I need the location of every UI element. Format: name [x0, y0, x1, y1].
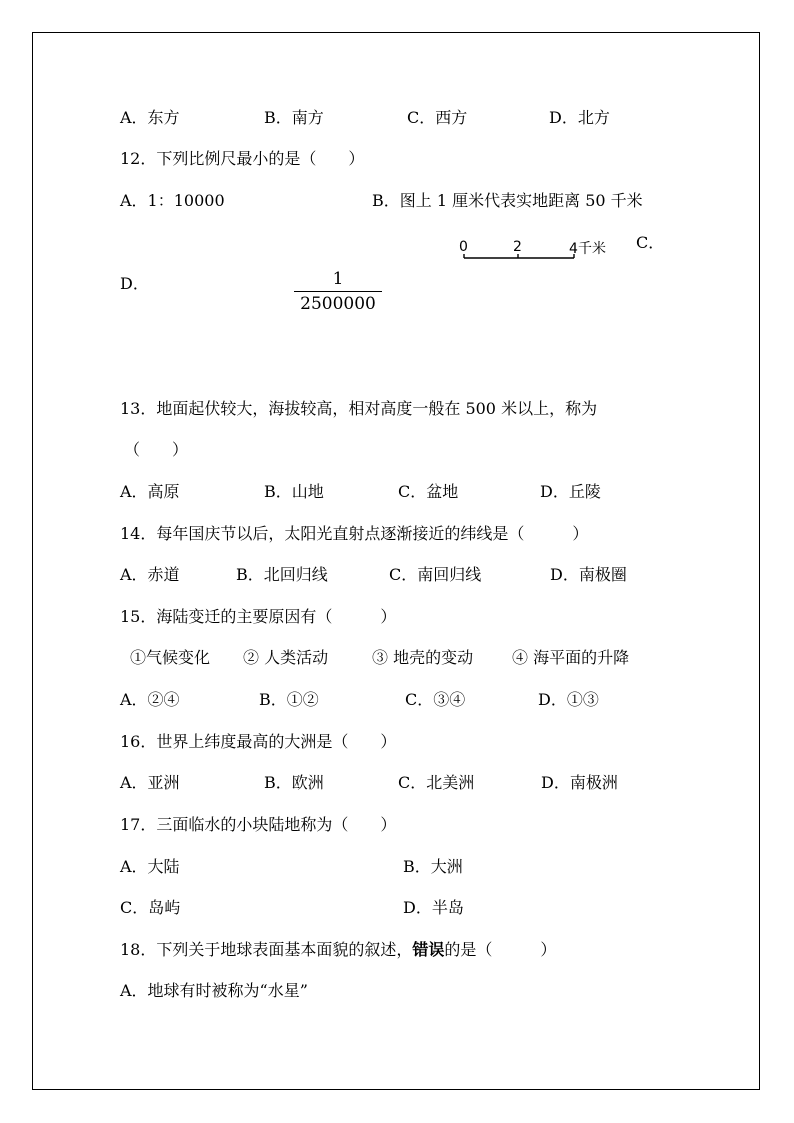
scale-tick-label-0: 0	[459, 239, 468, 255]
q16-option-c[interactable]: C．北美洲	[398, 773, 475, 792]
q11-option-b[interactable]: B．南方	[264, 108, 324, 127]
fraction-denominator: 2500000	[300, 294, 376, 314]
q18-option-a[interactable]: A．地球有时被称为“水星”	[120, 981, 308, 1000]
q17-stem: 17．三面临水的小块陆地称为（ ）	[120, 815, 397, 834]
q13-option-b[interactable]: B．山地	[264, 482, 324, 501]
q14-option-a[interactable]: A．赤道	[120, 565, 180, 584]
q18-stem-emphasis: 错误	[412, 940, 445, 959]
q15-statement-2: ② 人类活动	[243, 648, 329, 667]
q16-stem: 16．世界上纬度最高的大洲是（ ）	[120, 732, 397, 751]
q12-option-b[interactable]: B．图上 1 厘米代表实地距离 50 千米	[372, 191, 643, 210]
q12-option-a[interactable]: A．1：10000	[120, 191, 225, 210]
q12-option-c[interactable]: C．	[636, 233, 665, 252]
q16-option-d[interactable]: D．南极洲	[541, 773, 618, 792]
fraction-numerator: 1	[332, 269, 344, 289]
q17-option-c[interactable]: C．岛屿	[120, 898, 181, 917]
q15-option-c[interactable]: C．③④	[405, 690, 466, 709]
q13-option-c[interactable]: C．盆地	[398, 482, 459, 501]
q12-fraction	[294, 269, 382, 314]
q11-option-a[interactable]: A．东方	[120, 108, 180, 127]
q14-option-b[interactable]: B．北回归线	[236, 565, 328, 584]
q15-statement-3: ③ 地壳的变动	[372, 648, 474, 667]
q14-option-d[interactable]: D．南极圈	[550, 565, 627, 584]
q15-option-d[interactable]: D．①③	[538, 690, 599, 709]
q15-statement-1: ①气候变化	[130, 648, 211, 667]
q13-stem: 13．地面起伏较大，海拔较高，相对高度一般在 500 米以上，称为	[120, 399, 598, 418]
q14-option-c[interactable]: C．南回归线	[389, 565, 482, 584]
q14-stem: 14．每年国庆节以后，太阳光直射点逐渐接近的纬线是（ ）	[120, 524, 589, 543]
scale-tick-label-2: 2	[513, 239, 522, 255]
q13-option-a[interactable]: A．高原	[120, 482, 180, 501]
q12-stem: 12．下列比例尺最小的是（ ）	[120, 149, 365, 168]
q13-answer-blank[interactable]: （ ）	[124, 440, 189, 459]
q15-statement-4: ④ 海平面的升降	[512, 648, 630, 667]
q15-option-a[interactable]: A．②④	[120, 690, 180, 709]
q16-option-b[interactable]: B．欧洲	[264, 773, 324, 792]
q11-option-d[interactable]: D．北方	[549, 108, 610, 127]
scale-unit-label: 千米	[578, 241, 606, 257]
q15-stem: 15．海陆变迁的主要原因有（ ）	[120, 607, 397, 626]
q12-option-d[interactable]: D．	[120, 274, 149, 293]
q17-option-b[interactable]: B．大洲	[403, 857, 463, 876]
q18-stem-pre: 18．下列关于地球表面基本面貌的叙述，	[120, 940, 413, 959]
q18-stem	[120, 940, 556, 960]
q15-option-b[interactable]: B．①②	[259, 690, 319, 709]
q12-scale-bar	[454, 233, 624, 263]
q11-option-c[interactable]: C．西方	[407, 108, 468, 127]
q13-option-d[interactable]: D．丘陵	[540, 482, 601, 501]
q17-option-d[interactable]: D．半岛	[403, 898, 464, 917]
q16-option-a[interactable]: A．亚洲	[120, 773, 180, 792]
scale-tick-label-4: 4	[569, 241, 578, 257]
q17-option-a[interactable]: A．大陆	[120, 857, 180, 876]
q18-stem-post: 的是（ ）	[444, 940, 557, 959]
